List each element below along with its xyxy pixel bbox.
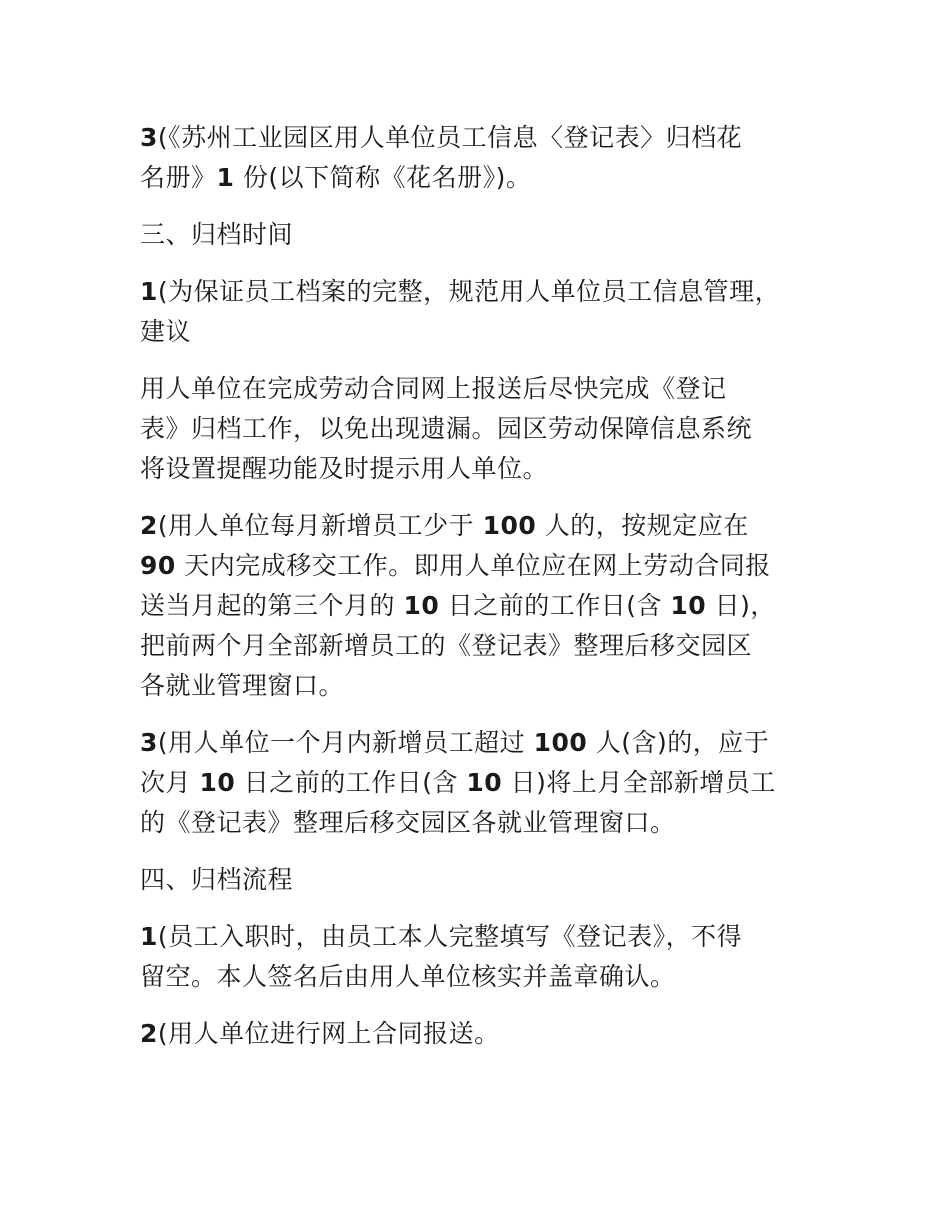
- text-line: 各就业管理窗口。: [140, 671, 345, 700]
- text-line: 90 天内完成移交工作。即用人单位应在网上劳动合同报: [140, 551, 771, 580]
- paragraph-item-1-onboarding: [140, 917, 820, 997]
- text-line: 3(《苏州工业园区用人单位员工信息〈登记表〉归档花: [140, 123, 743, 152]
- text-line: 1(为保证员工档案的完整，规范用人单位员工信息管理，: [140, 277, 781, 306]
- text-line: 2(用人单位每月新增员工少于 100 人的，按规定应在: [140, 511, 749, 540]
- text-line: 次月 10 日之前的工作日(含 10 日)将上月全部新增员工: [140, 768, 776, 797]
- text-line: 三、归档时间: [140, 220, 294, 249]
- text-line: 送当月起的第三个月的 10 日之前的工作日(含 10 日)，: [140, 591, 776, 620]
- number-text: 3: [140, 123, 158, 152]
- text-line: 用人单位在完成劳动合同网上报送后尽快完成《登记: [140, 374, 727, 403]
- number-text: 1: [140, 277, 158, 306]
- text-line: 留空。本人签名后由用人单位核实并盖章确认。: [140, 962, 676, 991]
- text-line: 1(员工入职时，由员工本人完整填写《登记表》，不得: [140, 922, 743, 951]
- number-text: 100: [533, 728, 588, 757]
- paragraph-item-1-suggestion: [140, 272, 820, 352]
- section-heading-archive-process: [140, 860, 820, 900]
- text-line: 四、归档流程: [140, 865, 294, 894]
- text-line: 建议: [140, 317, 192, 346]
- number-text: 10: [403, 591, 440, 620]
- number-text: 100: [482, 511, 537, 540]
- paragraph-item-2-online-submission: [140, 1014, 820, 1054]
- number-text: 3: [140, 728, 158, 757]
- text-line: 的《登记表》整理后移交园区各就业管理窗口。: [140, 808, 676, 837]
- text-line: 表》归档工作，以免出现遗漏。园区劳动保障信息系统: [140, 414, 753, 443]
- text-line: 3(用人单位一个月内新增员工超过 100 人(含)的，应于: [140, 728, 770, 757]
- number-text: 1: [140, 922, 158, 951]
- number-text: 10: [199, 768, 236, 797]
- text-line: 将设置提醒功能及时提示用人单位。: [140, 454, 549, 483]
- text-line: 名册》1 份(以下简称《花名册》)。: [140, 163, 532, 192]
- paragraph-item-3-over-100: [140, 723, 820, 843]
- text-line: 把前两个月全部新增员工的《登记表》整理后移交园区: [140, 631, 753, 660]
- number-text: 1: [216, 163, 235, 192]
- number-text: 2: [140, 511, 158, 540]
- number-text: 90: [140, 551, 176, 580]
- section-heading-archive-time: [140, 215, 820, 255]
- number-text: 10: [466, 768, 503, 797]
- number-text: 2: [140, 1019, 158, 1048]
- paragraph-item-3-roster: [140, 118, 820, 198]
- paragraph-item-2-under-100: [140, 506, 820, 706]
- paragraph-suggestion-body: [140, 369, 820, 489]
- text-line: 2(用人单位进行网上合同报送。: [140, 1019, 500, 1048]
- number-text: 10: [670, 591, 707, 620]
- document-page: [140, 118, 820, 1071]
